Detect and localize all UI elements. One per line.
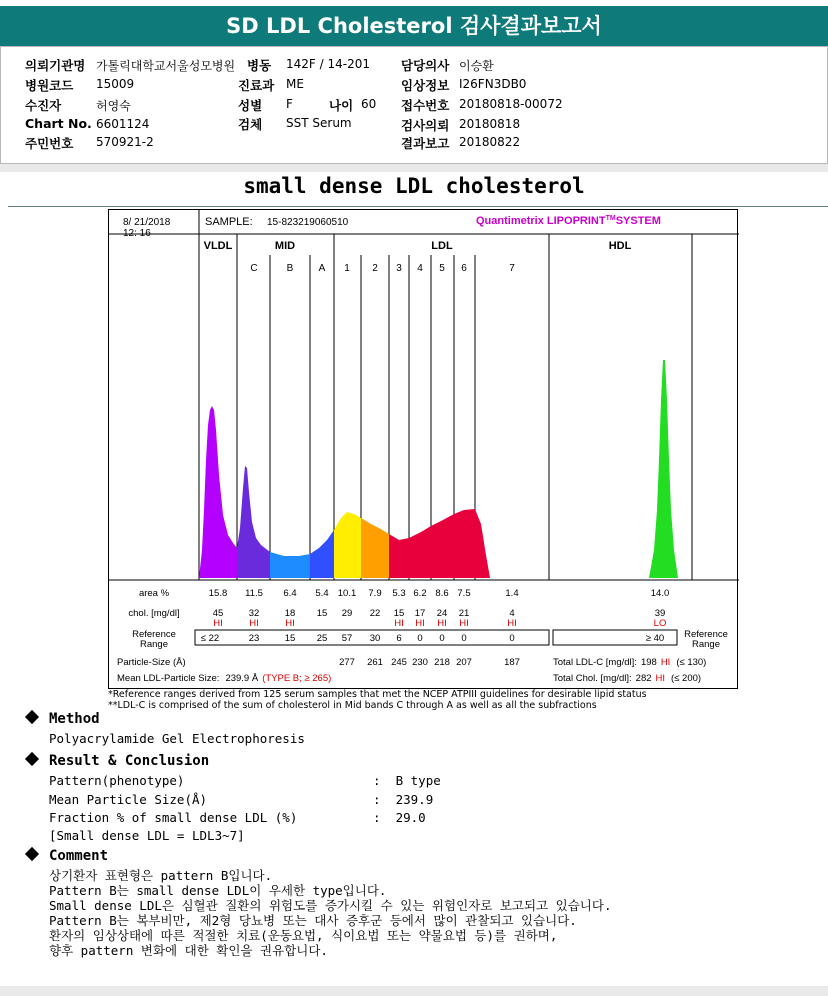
group-hdl: HDL (608, 240, 632, 252)
ward-label: 병동 (247, 58, 272, 73)
comment-line: 상기환자 표현형은 pattern B입니다. (49, 868, 273, 883)
area-cell: 14.0 (650, 588, 670, 599)
separator-bar (0, 164, 828, 172)
id-label: 주민번호 (25, 136, 74, 151)
ref-cell: 57 (341, 633, 353, 644)
band-label: 7 (509, 263, 515, 274)
id-value: 570921-2 (96, 135, 154, 149)
flag-cell: HI (249, 618, 259, 629)
ward-value: 142F / 14-201 (286, 57, 370, 71)
flag-cell: HI (437, 618, 447, 629)
particle-cell: 261 (367, 657, 383, 668)
sample-id: 15-823219060510 (267, 217, 349, 228)
dept-value: ME (286, 77, 304, 91)
particle-cell: 230 (412, 657, 428, 668)
ref-cell: ≤ 22 (200, 633, 220, 644)
mean-ldl-size: Mean LDL-Particle Size: 239.9 Å (TYPE B; ≥ 265) (117, 673, 332, 684)
method-heading: Method (27, 711, 100, 727)
age-value: 60 (361, 97, 377, 111)
area-cell: 10.1 (337, 588, 357, 599)
bottom-bar (0, 986, 828, 996)
ref-cell: 0 (461, 633, 467, 644)
band-label: B (286, 263, 294, 274)
method-text: Polyacrylamide Gel Electrophoresis (49, 731, 305, 746)
specimen-label: 검체 (238, 117, 263, 132)
chart-no-value: 6601124 (96, 117, 150, 131)
clinical-value: I26FN3DB0 (459, 77, 527, 91)
chol-cell: 4 (509, 608, 515, 619)
section-title: small dense LDL cholesterol (243, 174, 585, 198)
clinical-label: 임상정보 (401, 78, 450, 93)
area-row-label: area % (138, 588, 170, 599)
hospital-code-label: 병원코드 (25, 78, 74, 93)
chol-cell: 29 (341, 608, 353, 619)
receipt-value: 20180818-00072 (459, 97, 563, 111)
band-label: 5 (439, 263, 445, 274)
institution-label: 의뢰기관명 (25, 58, 86, 73)
band-label: C (250, 263, 258, 274)
chol-cell: 24 (436, 608, 448, 619)
particle-cell: 207 (456, 657, 472, 668)
sample-label: SAMPLE: (205, 216, 253, 228)
area-cell: 7.9 (368, 588, 382, 599)
comment-line: Small dense LDL은 심혈관 질환의 위험도를 증가시킬 수 있는 위험인자로 보고되고 있습니다. (49, 898, 612, 913)
lipoprint-chart (109, 210, 739, 690)
footnote-2: **LDL-C is comprised of the sum of cholesterol in Mid bands C through A as well as all the subfractions (108, 700, 597, 711)
flag-cell: HI (285, 618, 295, 629)
ref-cell: 15 (284, 633, 296, 644)
particle-cell: 187 (504, 657, 520, 668)
ref-cell: 6 (396, 633, 402, 644)
comment-line: 향후 pattern 변화에 대한 확인을 권유합니다. (49, 943, 328, 958)
report-date-value: 20180822 (459, 135, 521, 149)
doctor-value: 이승환 (459, 59, 494, 73)
flag-cell: HI (459, 618, 469, 629)
area-cell: 6.4 (283, 588, 297, 599)
flag-cell: HI (415, 618, 425, 629)
band-label: 2 (372, 263, 378, 274)
ref-row-label-right-1: Reference (684, 629, 728, 640)
area-cell: 5.4 (315, 588, 329, 599)
receipt-label: 접수번호 (401, 98, 450, 113)
chol-cell: 39 (654, 608, 666, 619)
band-label: 1 (344, 263, 350, 274)
total-chol: Total Chol. [mg/dl]: 282 HI (≤ 200) (553, 673, 702, 684)
ref-cell: 25 (316, 633, 328, 644)
diamond-bullet-icon (25, 752, 39, 766)
doctor-label: 담당의사 (401, 58, 450, 73)
area-cell: 6.2 (413, 588, 427, 599)
ref-cell: 0 (509, 633, 515, 644)
result-row-value: : B type (373, 773, 441, 788)
comment-line: Pattern B는 복부비만, 제2형 당뇨병 또는 대사 증후군 등에서 많이 관찰되고 있습니다. (49, 913, 577, 928)
group-ldl: LDL (431, 240, 453, 252)
data-table (201, 588, 669, 668)
chol-cell: 45 (212, 608, 224, 619)
flag-cell: HI (507, 618, 517, 629)
comment-line: 환자의 임상상태에 따른 적절한 치료(운동요법, 식이요법 또는 약물요법 등)를 권하며, (49, 928, 558, 943)
section-divider (8, 206, 828, 207)
area-cell: 8.6 (435, 588, 449, 599)
result-row: Fraction % of small dense LDL (%) (49, 810, 298, 825)
ref-cell: 23 (248, 633, 260, 644)
name-label: 수진자 (25, 98, 62, 113)
name-value: 허영숙 (96, 99, 131, 113)
ref-cell: 0 (439, 633, 445, 644)
report-date: 8/ 21/2018 (123, 217, 171, 228)
particle-cell: 218 (434, 657, 450, 668)
comment-heading: Comment (27, 848, 108, 864)
specimen-value: SST Serum (286, 116, 352, 130)
chol-cell: 22 (369, 608, 381, 619)
patient-info-panel (0, 46, 828, 164)
chol-row-label: chol. [mg/dl] (128, 608, 180, 619)
request-value: 20180818 (459, 117, 521, 131)
result-row: Pattern(phenotype) (49, 773, 185, 788)
area-cell: 1.4 (505, 588, 519, 599)
result-row-value: : 29.0 (373, 810, 426, 825)
flag-cell: HI (394, 618, 404, 629)
ref-row-label-1: Reference (132, 629, 176, 640)
particle-cell: 245 (391, 657, 407, 668)
band-label: 3 (396, 263, 402, 274)
chart-no-label: Chart No. (25, 116, 92, 131)
system-name: Quantimetrix LIPOPRINT™SYSTEM (476, 215, 661, 227)
ref-cell: 0 (417, 633, 423, 644)
hdl-peak (649, 360, 678, 578)
sex-label: 성별 (238, 98, 263, 113)
comment-line: Pattern B는 small dense LDL이 우세한 type입니다. (49, 883, 387, 898)
band-label: A (318, 263, 326, 274)
band-label: 6 (461, 263, 467, 274)
particle-cell: 277 (339, 657, 355, 668)
flag-cell: LO (653, 618, 667, 629)
dept-label: 진료과 (238, 78, 275, 93)
ref-cell: 30 (369, 633, 381, 644)
diamond-bullet-icon (25, 847, 39, 861)
chol-cell: 18 (284, 608, 296, 619)
ref-row-label-2: Range (140, 639, 168, 650)
request-label: 검사의뢰 (401, 118, 450, 133)
group-vldl: VLDL (203, 240, 233, 252)
chol-cell: 32 (248, 608, 260, 619)
area-cell: 7.5 (457, 588, 471, 599)
institution-value: 가톨릭대학교서울성모병원 (96, 59, 236, 73)
chol-cell: 17 (414, 608, 426, 619)
footnote-1: *Reference ranges derived from 125 serum samples that met the NCEP ATPIII guidelines for desirable lipid status (108, 689, 647, 700)
result-note: [Small dense LDL = LDL3~7] (49, 828, 245, 843)
report-time: 12: 16 (123, 228, 151, 239)
report-date-label: 결과보고 (401, 136, 450, 151)
ref-row-label-right-2: Range (692, 639, 720, 650)
particle-row-label: Particle-Size (Å) (117, 657, 186, 668)
hospital-code-value: 15009 (96, 77, 135, 91)
result-heading: Result & Conclusion (27, 753, 209, 769)
group-mid: MID (274, 240, 296, 252)
area-cell: 11.5 (245, 588, 263, 599)
chol-cell: 21 (458, 608, 470, 619)
area-cell: 5.3 (392, 588, 406, 599)
electrophoresis-profile (199, 406, 490, 578)
chol-cell: 15 (316, 608, 328, 619)
lipoprint-report (108, 209, 738, 689)
chol-cell: 15 (393, 608, 405, 619)
age-label: 나이 (329, 98, 354, 113)
flag-cell: HI (213, 618, 223, 629)
total-ldl: Total LDL-C [mg/dl]: 198 HI (≤ 130) (553, 657, 707, 668)
sex-value: F (286, 97, 293, 111)
ref-cell: ≥ 40 (645, 633, 665, 644)
result-row: Mean Particle Size(Å) (49, 792, 208, 807)
band-label: 4 (417, 263, 423, 274)
area-cell: 15.8 (208, 588, 228, 599)
result-row-value: : 239.9 (373, 792, 434, 807)
diamond-bullet-icon (25, 710, 39, 724)
report-title: SD LDL Cholesterol 검사결과보고서 (0, 6, 828, 46)
